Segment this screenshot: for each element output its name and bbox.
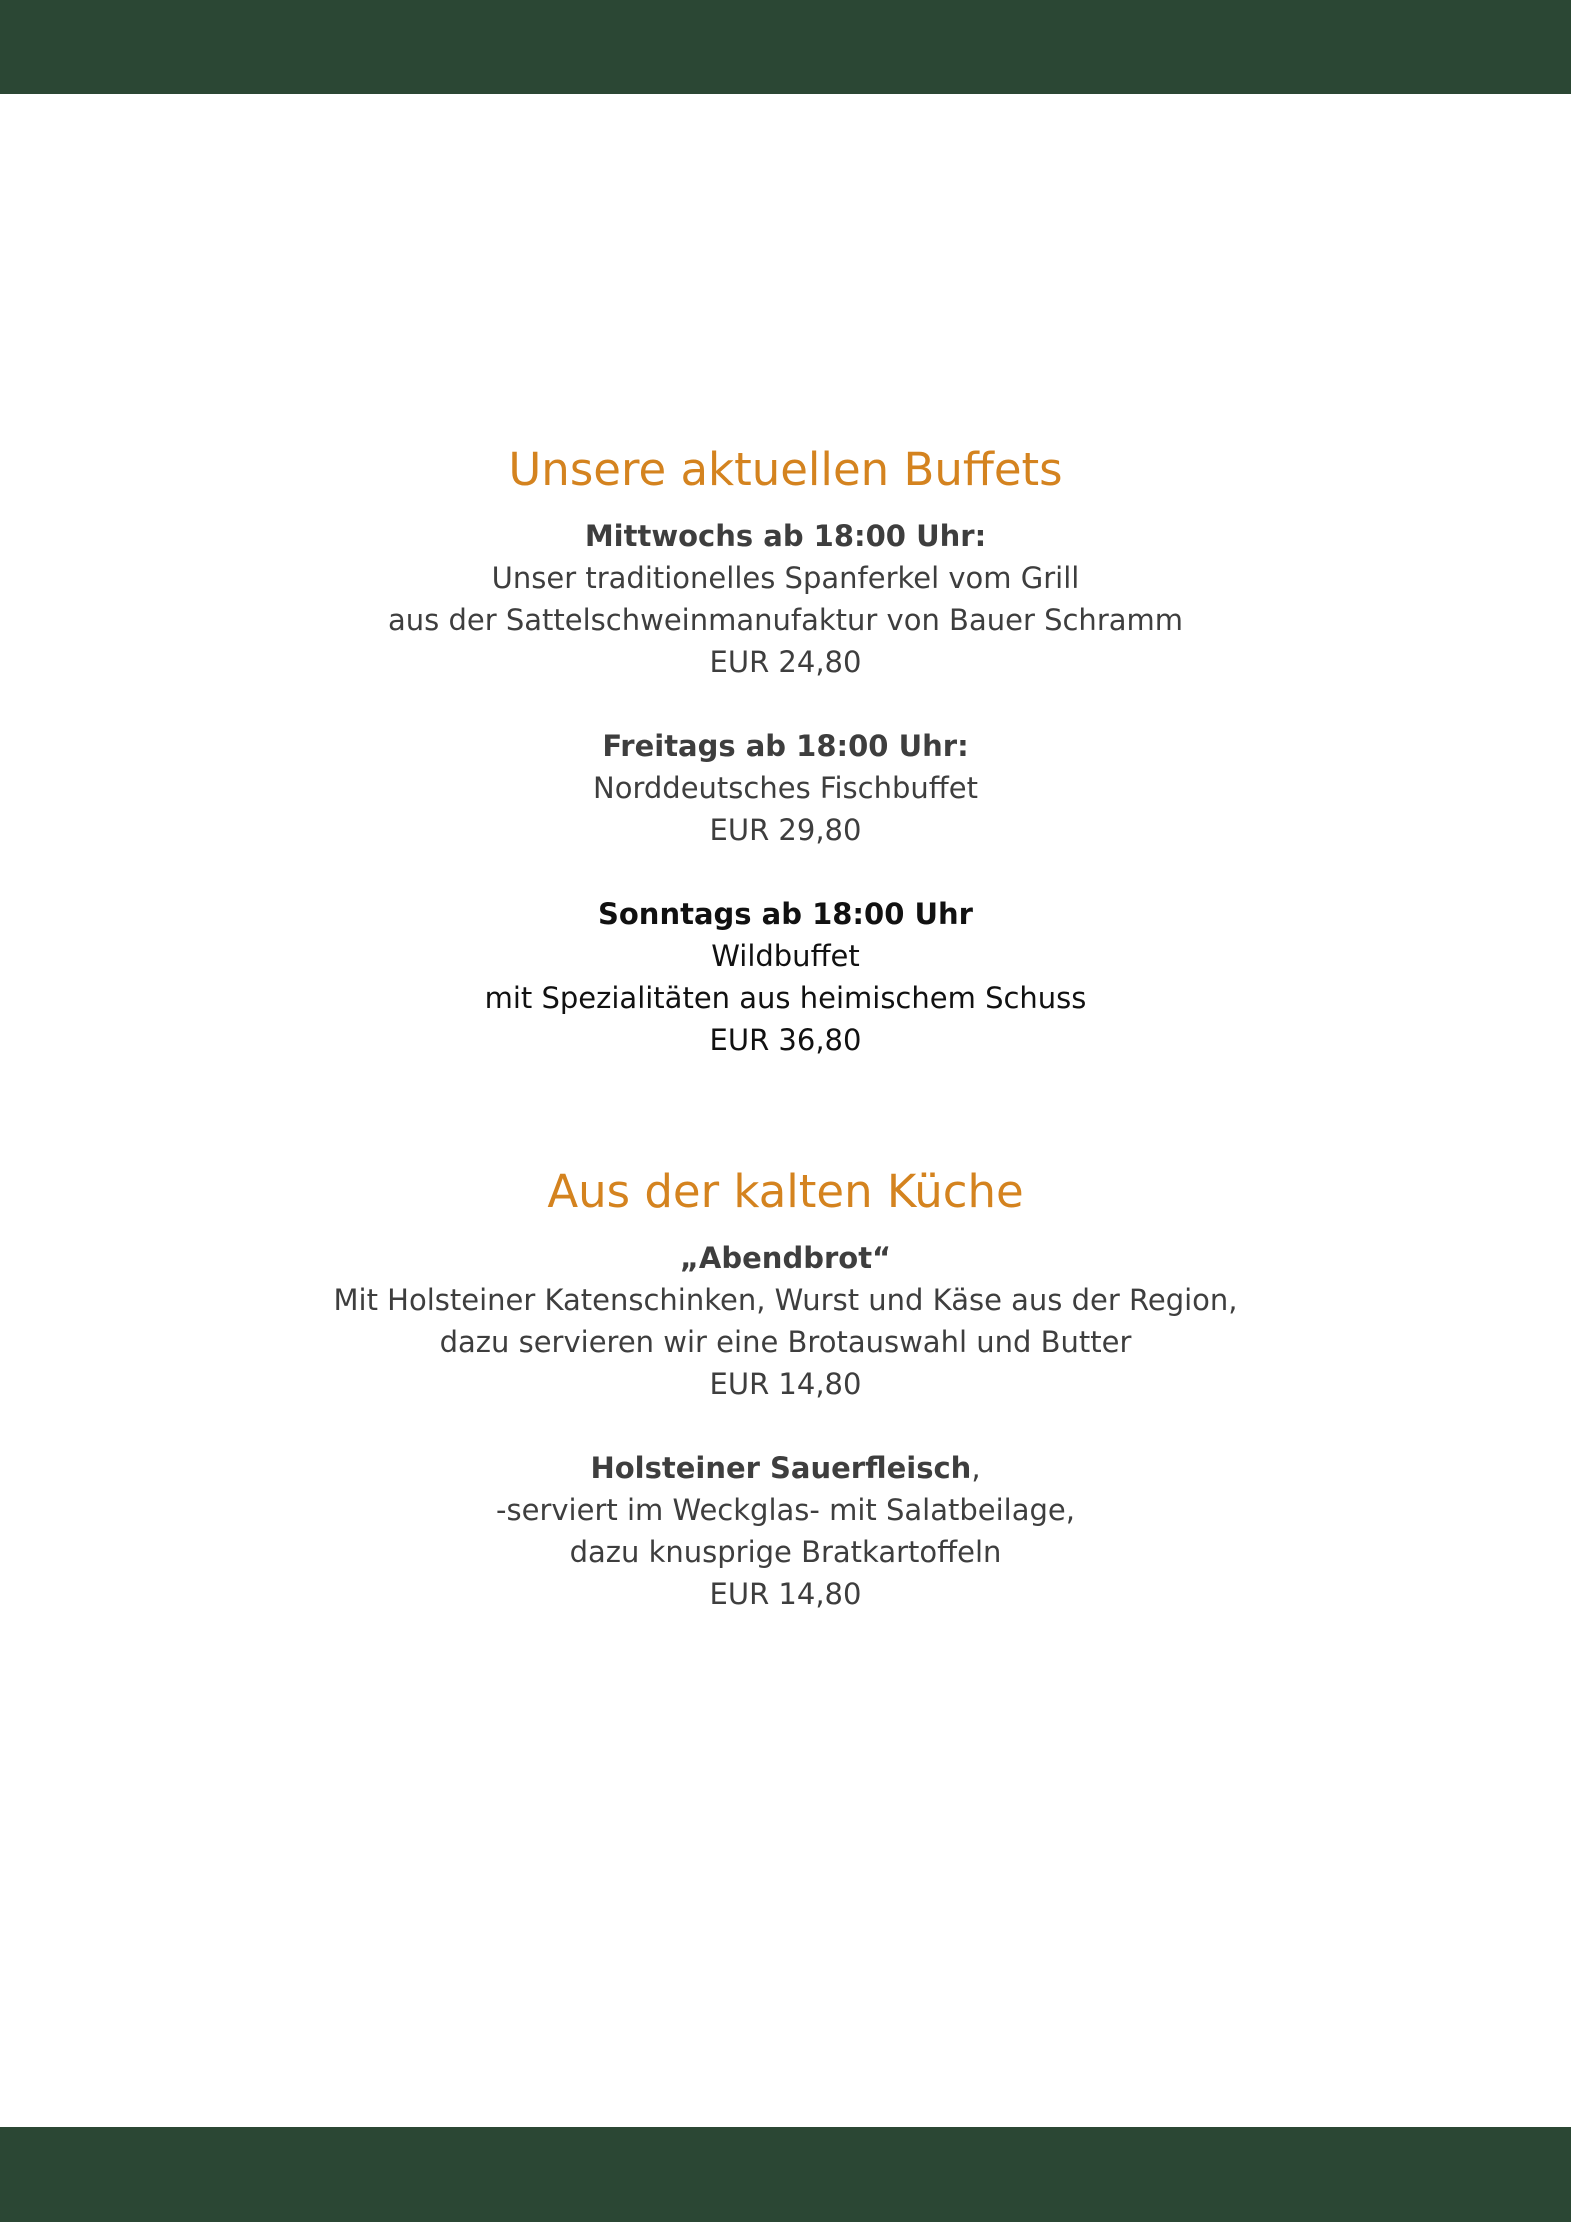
bottom-band [0, 2127, 1571, 2222]
item-price: EUR 36,80 [709, 1023, 862, 1057]
menu-item [0, 1237, 1571, 1405]
menu-item [0, 725, 1571, 851]
section-title: Unsere aktuellen Buffets [508, 443, 1063, 496]
item-price: EUR 24,80 [709, 645, 862, 679]
item-heading-suffix: , [971, 1451, 981, 1485]
item-description: Unser traditionelles Spanferkel vom Grill [491, 561, 1080, 595]
menu-item [0, 893, 1571, 1061]
menu-item [0, 515, 1571, 683]
item-price: EUR 14,80 [709, 1367, 862, 1401]
section-title: Aus der kalten Küche [547, 1165, 1024, 1218]
item-heading: Mittwochs ab 18:00 Uhr: [584, 519, 987, 553]
item-heading: Sonntags ab 18:00 Uhr [598, 897, 973, 931]
item-heading: Holsteiner Sauerfleisch [590, 1451, 972, 1485]
item-description: Mit Holsteiner Katenschinken, Wurst und Käse aus der Region, [333, 1283, 1238, 1317]
item-price: EUR 14,80 [709, 1577, 862, 1611]
item-description: dazu servieren wir eine Brotauswahl und Butter [439, 1325, 1132, 1359]
section-kalte-kueche [0, 1147, 1571, 1615]
item-description: -serviert im Weckglas- mit Salatbeilage, [496, 1493, 1075, 1527]
item-description: Wildbuffet [711, 939, 860, 973]
top-band [0, 0, 1571, 94]
menu-content [0, 425, 1571, 1615]
item-heading: Freitags ab 18:00 Uhr: [602, 729, 969, 763]
item-description: Norddeutsches Fischbuffet [593, 771, 978, 805]
item-heading: „Abendbrot“ [679, 1241, 892, 1275]
item-description: aus der Sattelschweinmanufaktur von Bauer Schramm [387, 603, 1184, 637]
section-buffets [0, 425, 1571, 1061]
item-price: EUR 29,80 [709, 813, 862, 847]
item-description: dazu knusprige Bratkartoffeln [569, 1535, 1002, 1569]
item-heading-line [0, 1447, 1571, 1489]
item-description: mit Spezialitäten aus heimischem Schuss [484, 981, 1087, 1015]
menu-item [0, 1447, 1571, 1615]
